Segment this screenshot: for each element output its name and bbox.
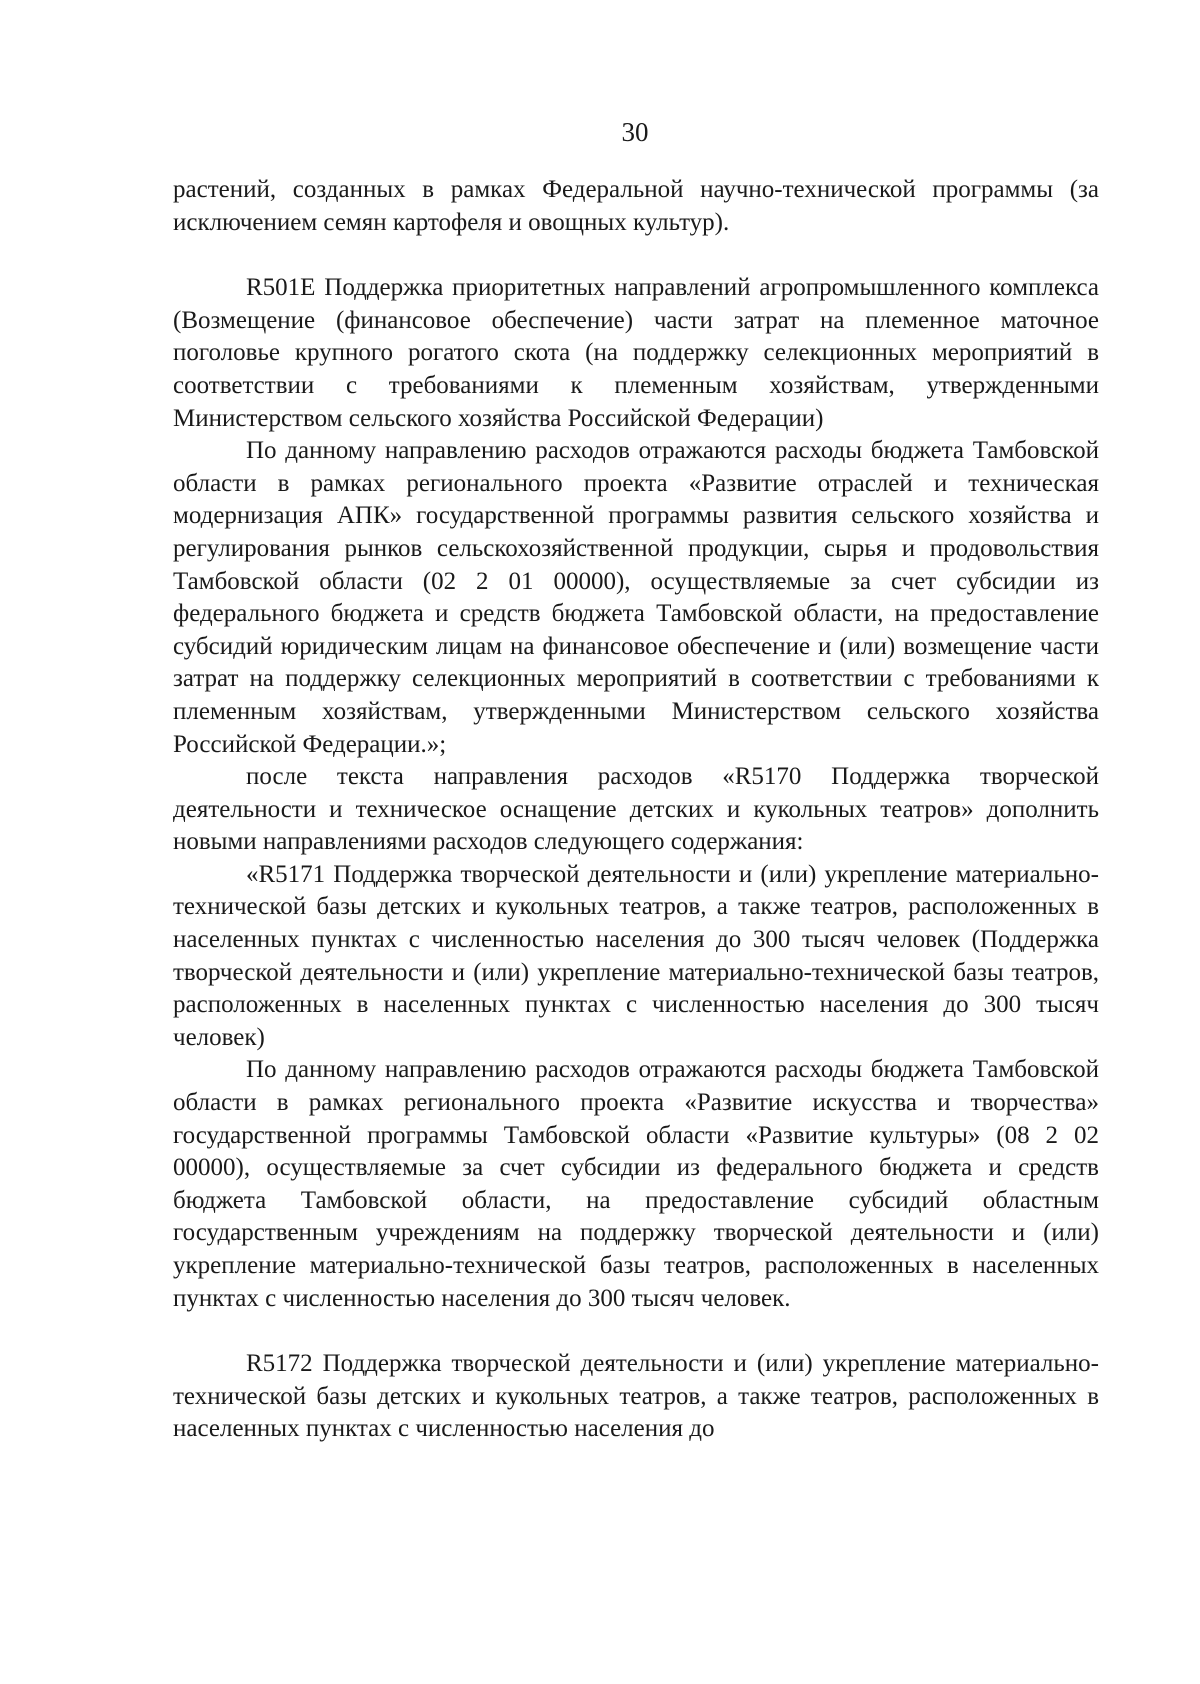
paragraph-r5172-heading: R5172 Поддержка творческой деятельности и (или) укрепление материально-технической базы детских и кукольных театров, а также театров, расположенных в населенных пунктах с численностью населения до bbox=[173, 1350, 1099, 1443]
page-number: 30 bbox=[621, 117, 649, 147]
paragraph-amendment-intro: после текста направления расходов «R5170 Поддержка творческой деятельности и техническое оснащение детских и кукольных театров» дополнить новыми направлениями расходов следующего содержания: bbox=[173, 763, 1099, 856]
paragraph-r501e-heading: R501E Поддержка приоритетных направлений агропромышленного комплекса (Возмещение (финансовое обеспечение) части затрат на племенное маточное поголовье крупного рогатого скота (на поддержку селекционных мероприятий в соответствии с требованиями к племенным хозяйствам, утвержденными Министерством сельского хозяйства Российской Федерации) bbox=[173, 274, 1099, 432]
paragraph-r5171-description: По данному направлению расходов отражаются расходы бюджета Тамбовской области в рамках регионального проекта «Развитие искусства и творчества» государственной программы Тамбовской области «Развитие культуры» (08 2 02 00000), осуществляемые за счет субсидии из федерального бюджета и средств бюджета Тамбовской области, на предоставление субсидий областным государственным учреждениям на поддержку творческой деятельности и (или) укрепление материально-технической базы театров, расположенных в населенных пунктах с численностью населения до 300 тысяч человек. bbox=[173, 1056, 1099, 1312]
document-body bbox=[173, 174, 1099, 1446]
paragraph-continuation: растений, созданных в рамках Федеральной научно-технической программы (за исключением семян картофеля и овощных культур). bbox=[173, 176, 1099, 236]
paragraph-r501e-description: По данному направлению расходов отражаются расходы бюджета Тамбовской области в рамках регионального проекта «Развитие отраслей и техническая модернизация АПК» государственной программы развития сельского хозяйства и регулирования рынков сельскохозяйственной продукции, сырья и продовольствия Тамбовской области (02 2 01 00000), осуществляемые за счет субсидии из федерального бюджета и средств бюджета Тамбовской области, на предоставление субсидий юридическим лицам на финансовое обеспечение и (или) возмещение части затрат на поддержку селекционных мероприятий в соответствии с требованиями к племенным хозяйствам, утвержденными Министерством сельского хозяйства Российской Федерации.»; bbox=[173, 437, 1099, 758]
paragraph-r5171-heading: «R5171 Поддержка творческой деятельности и (или) укрепление материально-технической базы детских и кукольных театров, а также театров, расположенных в населенных пунктах с численностью населения до 300 тысяч человек (Поддержка творческой деятельности и (или) укрепление материально-технической базы театров, расположенных в населенных пунктах с численностью населения до 300 тысяч человек) bbox=[173, 860, 1099, 1051]
